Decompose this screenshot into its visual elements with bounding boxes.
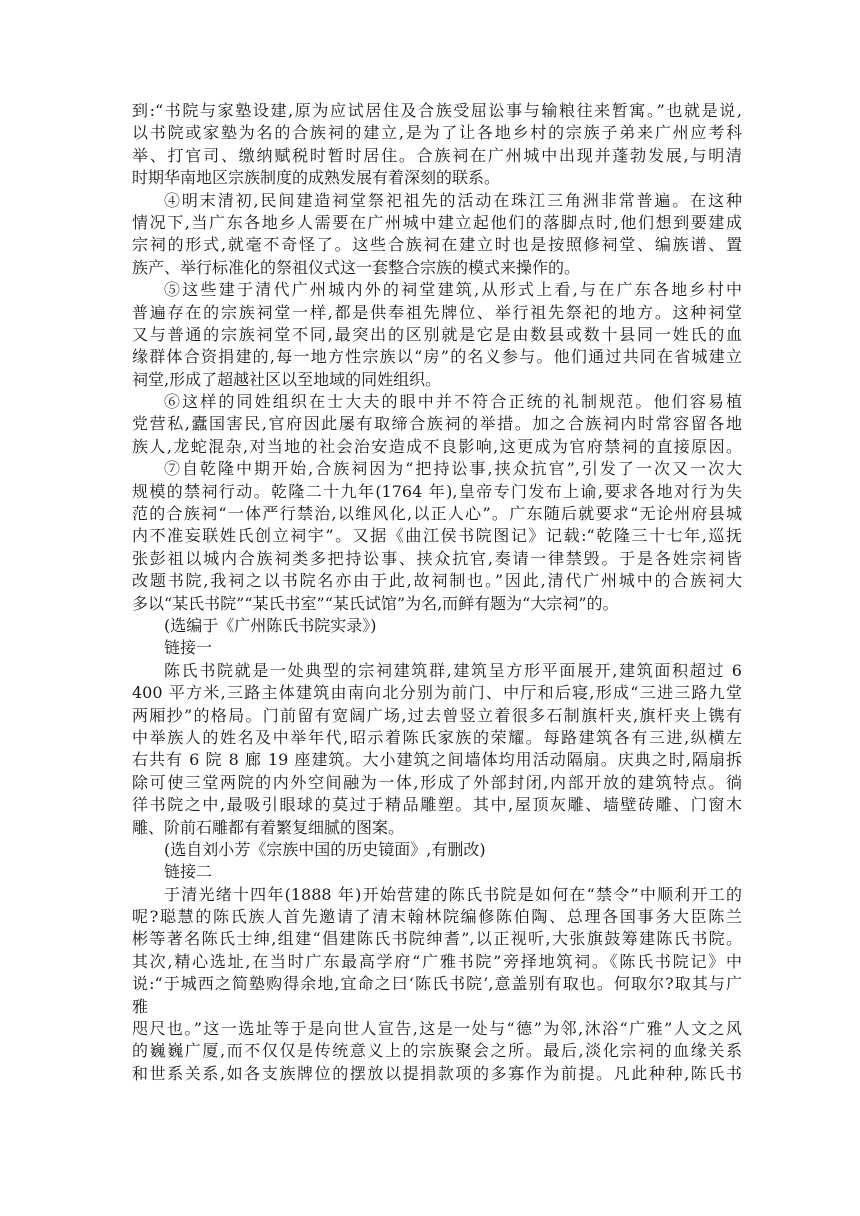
paragraph-line: 的巍巍广厦,而不仅仅是传统意义上的宗族聚会之所。最后,淡化宗祠的血缘关系 (132, 1041, 742, 1061)
paragraph-line: 到:“书院与家塾设建,原为应试居住及合族受屈讼事与输粮往来暂寓。”也就是说, (132, 101, 742, 120)
paragraph-line: 400 平方米,三路主体建筑由南向北分别为前门、中厅和后寝,形成“三进三路九堂 (132, 683, 742, 703)
document-page (132, 100, 742, 1085)
paragraph-line: 右共有 6 院 8 廊 19 座建筑。大小建筑之间墙体均用活动隔扇。庆典之时,隔扇拆 (132, 750, 742, 770)
paragraph-line: 彬等著名陈氏士绅,组建“倡建陈氏书院绅耆”,以正视听,大张旗鼓筹建陈氏书院。 (132, 929, 742, 949)
paragraph-line: 时期华南地区宗族制度的成熟发展有着深刻的联系。 (132, 168, 501, 188)
paragraph-6-start: ⑥这样的同姓组织在士大夫的眼中并不符合正统的礼制规范。他们容易植 (164, 392, 742, 412)
paragraph-line: 党营私,蠹国害民,官府因此屡有取缔合族祠的举措。加之合族祠内时常容留各地 (132, 414, 742, 434)
paragraph-line: 和世系关系,如各支族牌位的摆放以提捐款项的多寡作为前提。凡此种种,陈氏书 (132, 1063, 742, 1083)
paragraph-line: 呢?聪慧的陈氏族人首先邀请了清末翰林院编修陈伯陶、总理各国事务大臣陈兰 (132, 907, 742, 927)
paragraph-line: 中举族人的姓名及中举年代,昭示着陈氏家族的荣耀。每路建筑各有三进,纵横左 (132, 727, 742, 747)
paragraph-line: 张彭祖以城内合族祠类多把持讼事、挟众抗官,奏请一律禁毁。于是各姓宗祠皆 (132, 548, 742, 568)
paragraph-line: 咫尺也。”这一选址等于是向世人宣告,这是一处与“德”为邻,沐浴“广雅”人文之风 (132, 1019, 742, 1039)
paragraph-line: 内不准妄联姓氏创立祠宇”。又据《曲江侯书院图记》记载:“乾隆三十七年,巡抚 (132, 526, 742, 546)
paragraph-line: 缘群体合资捐建的,每一地方性宗族以“房”的名义参与。他们通过共同在省城建立 (132, 347, 742, 367)
paragraph-line: 雕、阶前石雕都有着繁复细腻的图案。 (132, 817, 405, 837)
paragraph-line: 祠堂,形成了超越社区以至地域的同姓组织。 (132, 369, 442, 389)
paragraph-line: 情况下,当广东各地乡人需要在广州城中建立起他们的落脚点时,他们想到要建成 (132, 212, 742, 232)
paragraph-line: 多以“某氏书院”“某氏书室”“某氏试馆”为名,而鲜有题为“大宗祠”的。 (132, 593, 619, 613)
paragraph-line: 举、打官司、缴纳赋税时暂时居住。合族祠在广州城中出现并蓬勃发展,与明清 (132, 145, 742, 165)
paragraph-line: 宗祠的形式,就毫不奇怪了。这些合族祠在建立时也是按照修祠堂、编族谱、置 (132, 235, 742, 255)
paragraph-7-start: ⑦自乾隆中期开始,合族祠因为“把持讼事,挟众抗官”,引发了一次又一次大 (164, 459, 742, 479)
paragraph-line: 改题书院,我祠之以书院名亦由于此,故祠制也。”因此,清代广州城中的合族祠大 (132, 571, 742, 591)
paragraph-line: 说:“于城西之简塾购得余地,宜命之曰‘陈氏书院’,意盖别有取也。何取尔?取其与广 (132, 974, 742, 994)
link-two-heading: 链接二 (164, 862, 213, 882)
paragraph-line: 除可使三堂两院的内外空间融为一体,形成了外部封闭,内部开放的建筑特点。徜 (132, 772, 742, 792)
paragraph-line: 雅 (132, 996, 149, 1016)
paragraph-line: 徉书院之中,最吸引眼球的莫过于精品雕塑。其中,屋顶灰雕、墙壁砖雕、门窗木 (132, 795, 742, 815)
paragraph-5-start: ⑤这些建于清代广州城内外的祠堂建筑,从形式上看,与在广东各地乡村中 (164, 280, 742, 300)
paragraph-line: 族人,龙蛇混杂,对当地的社会治安造成不良影响,这更成为官府禁祠的直接原因。 (132, 436, 742, 456)
source-citation: (选编于《广州陈氏书院实录》) (164, 615, 377, 635)
paragraph-line: 普遍存在的宗族祠堂一样,都是供奉祖先牌位、举行祖先祭祀的地方。这种祠堂 (132, 302, 742, 322)
paragraph-line: 两厢抄”的格局。门前留有宽阔广场,过去曾竖立着很多石制旗杆夹,旗杆夹上镌有 (132, 705, 742, 725)
paragraph-line: 规模的禁祠行动。乾隆二十九年(1764 年),皇帝专门发布上谕,要求各地对行为失 (132, 481, 742, 501)
paragraph-4-start: ④明末清初,民间建造祠堂祭祀祖先的活动在珠江三角洲非常普遍。在这种 (164, 190, 742, 210)
link-two-paragraph-start: 于清光绪十四年(1888 年)开始营建的陈氏书院是如何在“禁令”中顺利开工的 (164, 884, 742, 904)
paragraph-line: 以书院或家塾为名的合族祠的建立,是为了让各地乡村的宗族子弟来广州应考科 (132, 123, 742, 143)
paragraph-line: 范的合族祠“一体严行禁治,以维风化,以正人心”。广东随后就要求“无论州府县城 (132, 504, 742, 524)
link-one-paragraph-start: 陈氏书院就是一处典型的宗祠建筑群,建筑呈方形平面展开,建筑面积超过 6 (164, 660, 742, 680)
paragraph-line: 其次,精心选址,在当时广东最高学府“广雅书院”旁择地筑祠。《陈氏书院记》中 (132, 951, 742, 971)
source-citation: (选自刘小芳《宗族中国的历史镜面》,有删改) (164, 839, 486, 859)
paragraph-line: 又与普通的宗族祠堂不同,最突出的区别就是它是由数县或数十县同一姓氏的血 (132, 324, 742, 344)
paragraph-line: 族产、举行标准化的祭祖仪式这一套整合宗族的模式来操作的。 (132, 257, 581, 277)
link-one-heading: 链接一 (164, 638, 213, 658)
